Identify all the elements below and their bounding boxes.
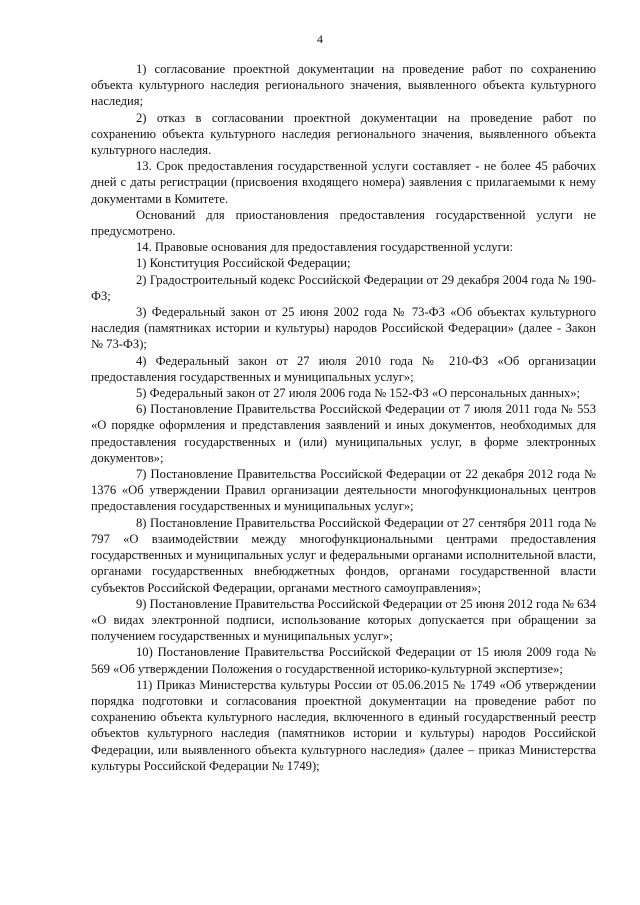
document-body (91, 61, 596, 774)
legal-basis-item-10: 10) Постановление Правительства Российской Федерации от 15 июля 2009 года № 569 «Об утверждении Положения о государственной историко-культурной экспертизе»; (91, 645, 596, 676)
legal-basis-item-4: 4) Федеральный закон от 27 июля 2010 года № 210-ФЗ «Об организации предоставления государственных и муниципальных услуг»; (91, 353, 596, 384)
paragraph-service-term: 13. Срок предоставления государственной услуги составляет - не более 45 рабочих дней с даты регистрации (присвоения входящего номера) заявления с прилагаемыми к нему документами в Комитете. (91, 159, 596, 206)
paragraph-item-1-approval: 1) согласование проектной документации на проведение работ по сохранению объекта культурного наследия регионального значения, выявленного объекта культурного наследия; (91, 62, 596, 109)
paragraph-item-2-refusal: 2) отказ в согласовании проектной документации на проведение работ по сохранению объекта культурного наследия регионального значения, выявленного объекта культурного наследия. (91, 110, 596, 158)
legal-basis-item-3: 3) Федеральный закон от 25 июня 2002 года № 73-ФЗ «Об объектах культурного наследия (памятниках истории и культуры) народов Российской Федерации» (далее - Закон № 73-ФЗ); (91, 305, 596, 352)
legal-basis-item-7: 7) Постановление Правительства Российской Федерации от 22 декабря 2012 года № 1376 «Об утверждении Правил организации деятельности многофункциональных центров предоставления государственных и муниципальных услуг»; (91, 467, 596, 514)
paragraph-legal-basis-heading: 14. Правовые основания для предоставления государственной услуги: (136, 240, 514, 255)
legal-basis-item-9: 9) Постановление Правительства Российской Федерации от 25 июня 2012 года № 634 «О видах электронной подписи, использование которых допускается при обращении за получением государственных и муниципальных услуг»; (91, 596, 597, 644)
legal-basis-item-1: 1) Конституция Российской Федерации; (136, 256, 351, 271)
legal-basis-item-5: 5) Федеральный закон от 27 июля 2006 года № 152-ФЗ «О персональных данных»; (136, 386, 581, 401)
legal-basis-item-8: 8) Постановление Правительства Российской Федерации от 27 сентября 2011 года № 797 «О взаимодействии между многофункциональными центрами предоставления государственных и муниципальных услуг и федеральными органами исполнительной власти, органами государственных внебюджетных фондов, органами государственной власти субъектов Российской Федерации, органами местного самоуправления»; (91, 515, 596, 595)
legal-basis-item-2: 2) Градостроительный кодекс Российской Федерации от 29 декабря 2004 года № 190-ФЗ; (91, 272, 596, 303)
legal-basis-item-6: 6) Постановление Правительства Российской Федерации от 7 июля 2011 года № 553 «О порядке оформления и представления заявлений и иных документов, необходимых для предоставления государственных и (или) муниципальных услуг, в форме электронных документов»; (91, 402, 596, 465)
legal-basis-item-11: 11) Приказ Министерства культуры России от 05.06.2015 № 1749 «Об утверждении порядка подготовки и согласования проектной документации на проведение работ по сохранению объекта культурного наследия, включенного в единый государственный реестр объектов культурного наследия (памятников истории и культуры) народов Российской Федерации, или выявленного объекта культурного наследия» (далее – приказ Министерства культуры Российской Федерации № 1749); (91, 677, 596, 773)
paragraph-no-suspension: Оснований для приостановления предоставления государственной услуги не предусмотрено. (91, 207, 596, 239)
page-number: 4 (317, 32, 323, 46)
